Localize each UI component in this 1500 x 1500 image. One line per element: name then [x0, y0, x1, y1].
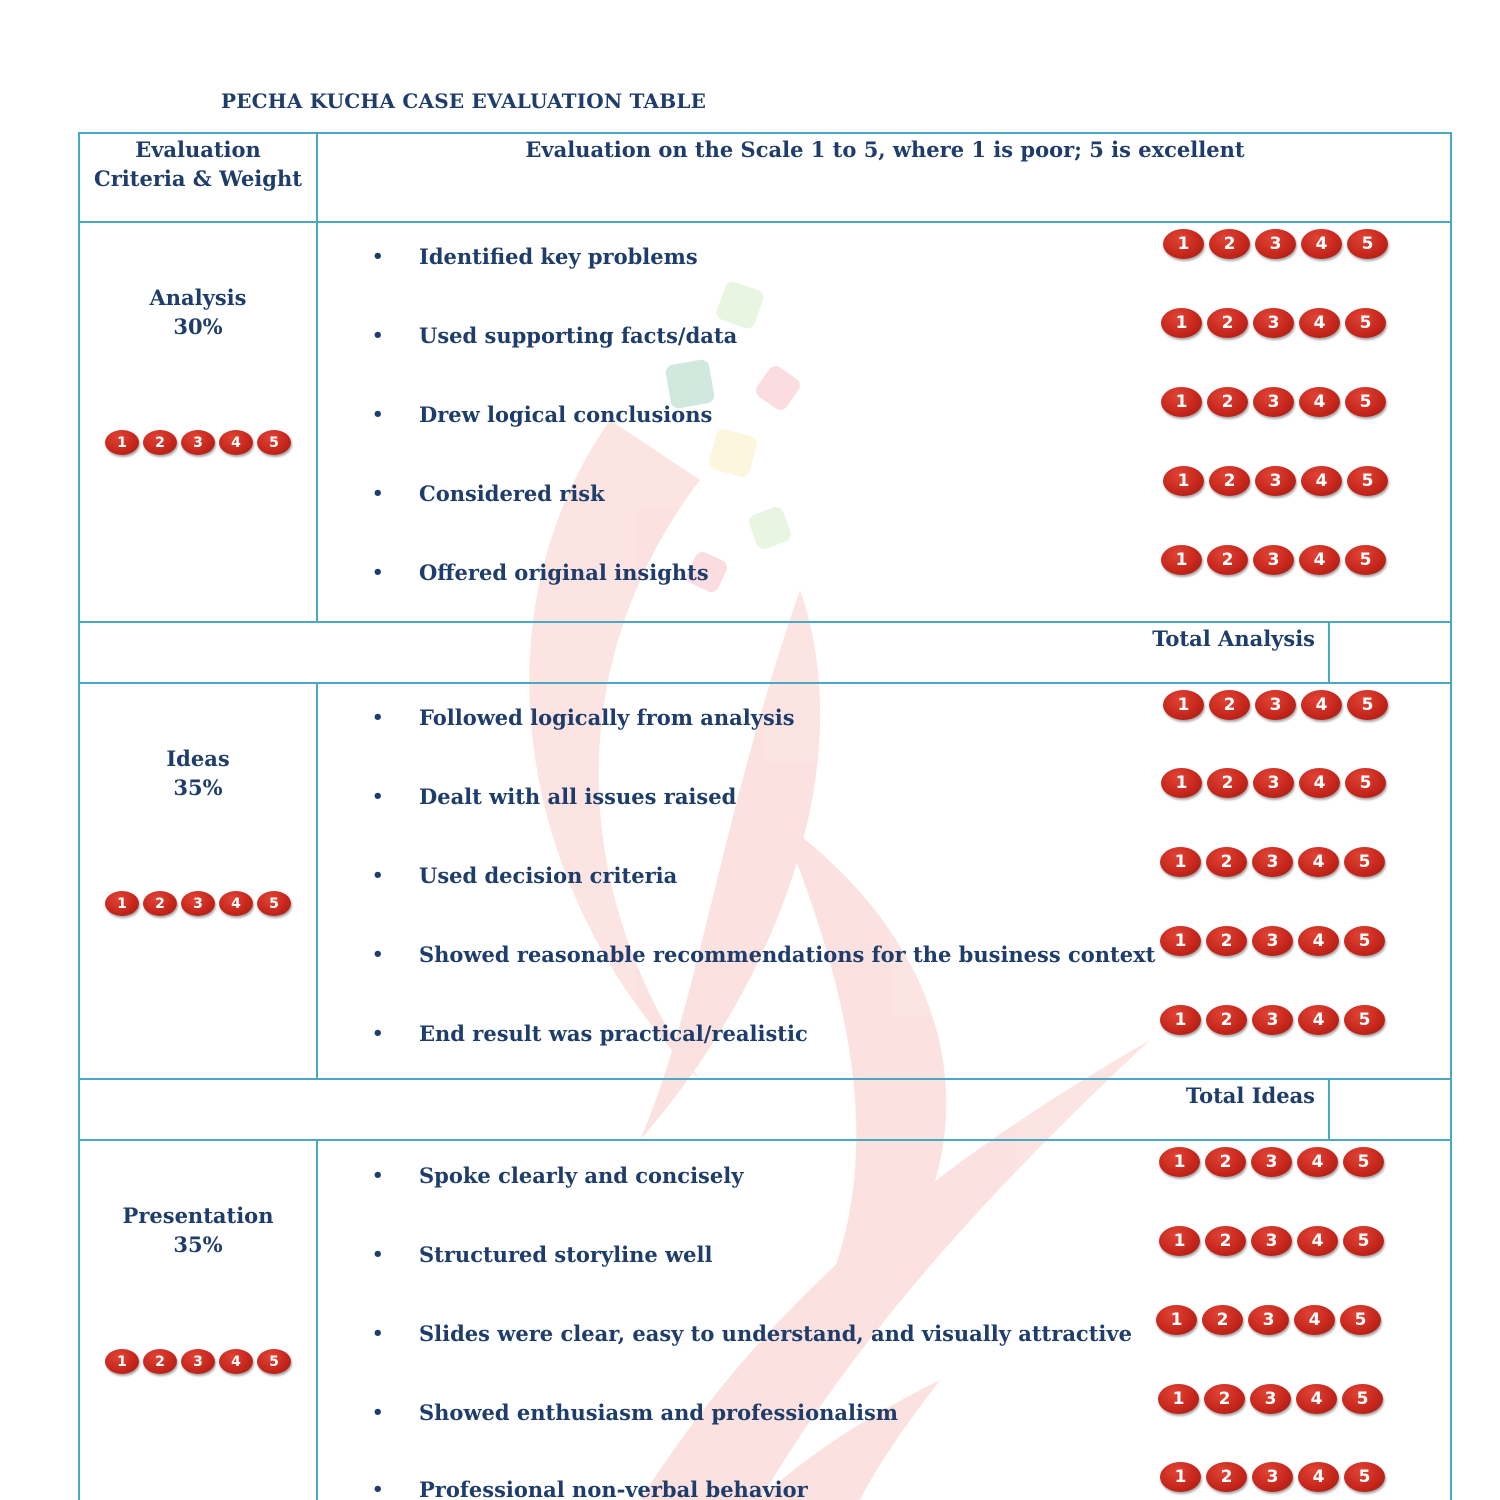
- rating-option-1[interactable]: 1: [1160, 1462, 1201, 1492]
- item-label: Dealt with all issues raised: [419, 784, 737, 809]
- rating-scale[interactable]: [1160, 926, 1390, 956]
- criteria-name: Ideas: [166, 746, 230, 771]
- rating-option-4[interactable]: 4: [1299, 768, 1340, 798]
- table-divider: [78, 621, 1452, 623]
- rating-scale[interactable]: [1159, 1226, 1389, 1256]
- criteria-weight: 30%: [173, 314, 223, 339]
- rating-option-1[interactable]: 1: [1161, 768, 1202, 798]
- list-item: [372, 1321, 1132, 1346]
- header-scale-description: Evaluation on the Scale 1 to 5, where 1 is poor; 5 is excellent: [525, 137, 1245, 162]
- rating-option-5[interactable]: 5: [1345, 545, 1386, 575]
- total-analysis-label: Total Analysis: [1152, 626, 1315, 651]
- rating-option-4[interactable]: 4: [1301, 690, 1342, 720]
- rating-option-4[interactable]: 4: [1299, 308, 1340, 338]
- rating-scale[interactable]: [1159, 1147, 1389, 1177]
- bullet-icon: •: [372, 1479, 384, 1500]
- item-label: End result was practical/realistic: [419, 1021, 808, 1046]
- rating-option-5[interactable]: 5: [1345, 387, 1386, 417]
- rating-option-1[interactable]: 1: [1159, 1147, 1200, 1177]
- rating-option-1[interactable]: 1: [1161, 545, 1202, 575]
- rating-option-2[interactable]: 2: [1206, 1005, 1247, 1035]
- rating-option-4[interactable]: 4: [1301, 229, 1342, 259]
- list-item: [372, 1163, 743, 1188]
- rating-option-2[interactable]: 2: [1209, 229, 1250, 259]
- rating-option-4[interactable]: 4: [219, 891, 253, 916]
- list-item: [372, 1477, 808, 1500]
- item-label: Professional non-verbal behavior: [419, 1477, 808, 1500]
- rating-option-4[interactable]: 4: [1298, 847, 1339, 877]
- criteria-presentation: [80, 1201, 316, 1259]
- rating-option-2[interactable]: 2: [1209, 466, 1250, 496]
- item-label: Identified key problems: [419, 244, 698, 269]
- header-criteria: [80, 135, 316, 193]
- rating-option-2[interactable]: 2: [1205, 1147, 1246, 1177]
- rating-option-4[interactable]: 4: [1294, 1305, 1335, 1335]
- rating-option-3[interactable]: 3: [1251, 1226, 1292, 1256]
- rating-scale[interactable]: [1158, 1384, 1388, 1414]
- rating-option-2[interactable]: 2: [1202, 1305, 1243, 1335]
- criteria-weight: 35%: [173, 775, 223, 800]
- criteria-weight: 35%: [173, 1232, 223, 1257]
- rating-option-5[interactable]: 5: [257, 430, 291, 455]
- rating-option-2[interactable]: 2: [1207, 545, 1248, 575]
- total-cell-divider: [1328, 621, 1330, 684]
- bullet-icon: •: [372, 1323, 384, 1344]
- rating-option-3[interactable]: 3: [1252, 847, 1293, 877]
- rating-option-1[interactable]: 1: [105, 430, 139, 455]
- rating-option-3[interactable]: 3: [1253, 545, 1294, 575]
- table-border-right: [1450, 132, 1452, 1500]
- bullet-icon: •: [372, 1165, 384, 1186]
- table-divider: [78, 1078, 1452, 1080]
- bullet-icon: •: [372, 246, 384, 267]
- list-item: [372, 402, 712, 427]
- column-divider: [316, 132, 318, 623]
- bullet-icon: •: [372, 865, 384, 886]
- rating-option-4[interactable]: 4: [219, 430, 253, 455]
- rating-option-5[interactable]: 5: [1344, 847, 1385, 877]
- rating-option-1[interactable]: 1: [105, 1349, 139, 1374]
- table-divider: [78, 682, 1452, 684]
- rating-option-2[interactable]: 2: [1204, 1384, 1245, 1414]
- item-label: Structured storyline well: [419, 1242, 713, 1267]
- rating-option-5[interactable]: 5: [1340, 1305, 1381, 1335]
- rating-option-5[interactable]: 5: [1343, 1226, 1384, 1256]
- rating-option-4[interactable]: 4: [1298, 926, 1339, 956]
- total-ideas-label: Total Ideas: [1185, 1083, 1315, 1108]
- rating-option-4[interactable]: 4: [1296, 1384, 1337, 1414]
- bullet-icon: •: [372, 325, 384, 346]
- list-item: [372, 1242, 712, 1267]
- rating-option-1[interactable]: 1: [1159, 1226, 1200, 1256]
- bullet-icon: •: [372, 944, 384, 965]
- rating-option-1[interactable]: 1: [1161, 387, 1202, 417]
- document-title: PECHA KUCHA CASE EVALUATION TABLE: [221, 89, 707, 113]
- rating-option-3[interactable]: 3: [1248, 1305, 1289, 1335]
- item-label: Spoke clearly and concisely: [419, 1163, 744, 1188]
- bullet-icon: •: [372, 1402, 384, 1423]
- criteria-analysis: [80, 283, 316, 341]
- rating-option-2[interactable]: 2: [1207, 387, 1248, 417]
- rating-option-4[interactable]: 4: [1299, 387, 1340, 417]
- header-criteria-line2: Criteria & Weight: [94, 166, 302, 191]
- criteria-name: Presentation: [122, 1203, 274, 1228]
- rating-option-4[interactable]: 4: [1297, 1226, 1338, 1256]
- bullet-icon: •: [372, 1244, 384, 1265]
- rating-option-1[interactable]: 1: [105, 891, 139, 916]
- rating-scale[interactable]: [1161, 308, 1391, 338]
- rating-option-5[interactable]: 5: [1344, 1462, 1385, 1492]
- rating-option-2[interactable]: 2: [143, 430, 177, 455]
- rating-option-5[interactable]: 5: [1344, 926, 1385, 956]
- rating-option-3[interactable]: 3: [1255, 690, 1296, 720]
- rating-option-3[interactable]: 3: [1255, 466, 1296, 496]
- rating-option-5[interactable]: 5: [1347, 229, 1388, 259]
- rating-scale[interactable]: [1161, 768, 1391, 798]
- rating-option-3[interactable]: 3: [181, 891, 215, 916]
- column-divider: [316, 682, 318, 1080]
- item-label: Showed enthusiasm and professionalism: [419, 1400, 899, 1425]
- rating-option-4[interactable]: 4: [1301, 466, 1342, 496]
- rating-option-1[interactable]: 1: [1163, 690, 1204, 720]
- bullet-icon: •: [372, 404, 384, 425]
- item-label: Considered risk: [419, 481, 605, 506]
- rating-scale[interactable]: [1163, 466, 1393, 496]
- rating-option-4[interactable]: 4: [1298, 1005, 1339, 1035]
- rating-option-5[interactable]: 5: [1344, 1005, 1385, 1035]
- rating-option-1[interactable]: 1: [1158, 1384, 1199, 1414]
- item-label: Offered original insights: [419, 560, 709, 585]
- rating-option-4[interactable]: 4: [1299, 545, 1340, 575]
- rating-option-3[interactable]: 3: [181, 1349, 215, 1374]
- rating-option-4[interactable]: 4: [219, 1349, 253, 1374]
- rating-option-5[interactable]: 5: [257, 1349, 291, 1374]
- rating-option-3[interactable]: 3: [1252, 1005, 1293, 1035]
- rating-scale[interactable]: [1163, 229, 1393, 259]
- table-divider: [78, 221, 1452, 223]
- rating-option-3[interactable]: 3: [1253, 768, 1294, 798]
- rating-option-2[interactable]: 2: [1206, 847, 1247, 877]
- rating-option-3[interactable]: 3: [1255, 229, 1296, 259]
- rating-option-5[interactable]: 5: [1342, 1384, 1383, 1414]
- table-divider: [78, 1139, 1452, 1141]
- list-item: [372, 784, 736, 809]
- column-divider: [316, 1139, 318, 1500]
- criteria-ideas: [80, 744, 316, 802]
- rating-scale[interactable]: [1160, 1462, 1390, 1492]
- rating-option-1[interactable]: 1: [1156, 1305, 1197, 1335]
- rating-scale[interactable]: [1160, 847, 1390, 877]
- rating-option-2[interactable]: 2: [1207, 768, 1248, 798]
- rating-option-2[interactable]: 2: [1205, 1226, 1246, 1256]
- rating-option-5[interactable]: 5: [1345, 308, 1386, 338]
- rating-option-2[interactable]: 2: [1209, 690, 1250, 720]
- rating-option-2[interactable]: 2: [143, 891, 177, 916]
- item-label: Followed logically from analysis: [419, 705, 795, 730]
- rating-option-3[interactable]: 3: [1252, 1462, 1293, 1492]
- weight-scale-presentation[interactable]: [105, 1349, 295, 1374]
- rating-option-4[interactable]: 4: [1298, 1462, 1339, 1492]
- rating-option-4[interactable]: 4: [1297, 1147, 1338, 1177]
- item-label: Showed reasonable recommendations for the business context: [419, 942, 1156, 967]
- table-border-top: [78, 132, 1452, 134]
- total-cell-divider: [1328, 1078, 1330, 1141]
- rating-option-2[interactable]: 2: [1206, 926, 1247, 956]
- rating-option-5[interactable]: 5: [1347, 466, 1388, 496]
- item-label: Drew logical conclusions: [419, 402, 713, 427]
- rating-option-1[interactable]: 1: [1160, 847, 1201, 877]
- list-item: [372, 705, 795, 730]
- bullet-icon: •: [372, 707, 384, 728]
- rating-scale[interactable]: [1160, 1005, 1390, 1035]
- rating-scale[interactable]: [1161, 545, 1391, 575]
- rating-option-1[interactable]: 1: [1160, 926, 1201, 956]
- list-item: [372, 560, 709, 585]
- rating-option-3[interactable]: 3: [1250, 1384, 1291, 1414]
- list-item: [372, 244, 698, 269]
- rating-option-2[interactable]: 2: [143, 1349, 177, 1374]
- list-item: [372, 481, 605, 506]
- item-label: Used decision criteria: [419, 863, 678, 888]
- list-item: [372, 323, 737, 348]
- rating-option-1[interactable]: 1: [1163, 229, 1204, 259]
- rating-option-5[interactable]: 5: [1347, 690, 1388, 720]
- bullet-icon: •: [372, 483, 384, 504]
- rating-option-2[interactable]: 2: [1206, 1462, 1247, 1492]
- rating-scale[interactable]: [1161, 387, 1391, 417]
- bullet-icon: •: [372, 786, 384, 807]
- rating-option-3[interactable]: 3: [1253, 387, 1294, 417]
- item-label: Used supporting facts/data: [419, 323, 738, 348]
- rating-option-5[interactable]: 5: [1345, 768, 1386, 798]
- header-criteria-line1: Evaluation: [135, 137, 261, 162]
- rating-option-3[interactable]: 3: [1252, 926, 1293, 956]
- list-item: [372, 863, 677, 888]
- item-label: Slides were clear, easy to understand, and visually attractive: [419, 1321, 1132, 1346]
- list-item: [372, 1021, 808, 1046]
- bullet-icon: •: [372, 562, 384, 583]
- list-item: [372, 942, 1155, 967]
- rating-option-3[interactable]: 3: [181, 430, 215, 455]
- rating-option-5[interactable]: 5: [1343, 1147, 1384, 1177]
- weight-scale-analysis[interactable]: [105, 430, 295, 455]
- rating-option-2[interactable]: 2: [1207, 308, 1248, 338]
- rating-option-1[interactable]: 1: [1160, 1005, 1201, 1035]
- rating-option-3[interactable]: 3: [1253, 308, 1294, 338]
- rating-scale[interactable]: [1156, 1305, 1386, 1335]
- rating-option-5[interactable]: 5: [257, 891, 291, 916]
- bullet-icon: •: [372, 1023, 384, 1044]
- weight-scale-ideas[interactable]: [105, 891, 295, 916]
- list-item: [372, 1400, 898, 1425]
- rating-scale[interactable]: [1163, 690, 1393, 720]
- rating-option-1[interactable]: 1: [1161, 308, 1202, 338]
- rating-option-3[interactable]: 3: [1251, 1147, 1292, 1177]
- rating-option-1[interactable]: 1: [1163, 466, 1204, 496]
- criteria-name: Analysis: [149, 285, 247, 310]
